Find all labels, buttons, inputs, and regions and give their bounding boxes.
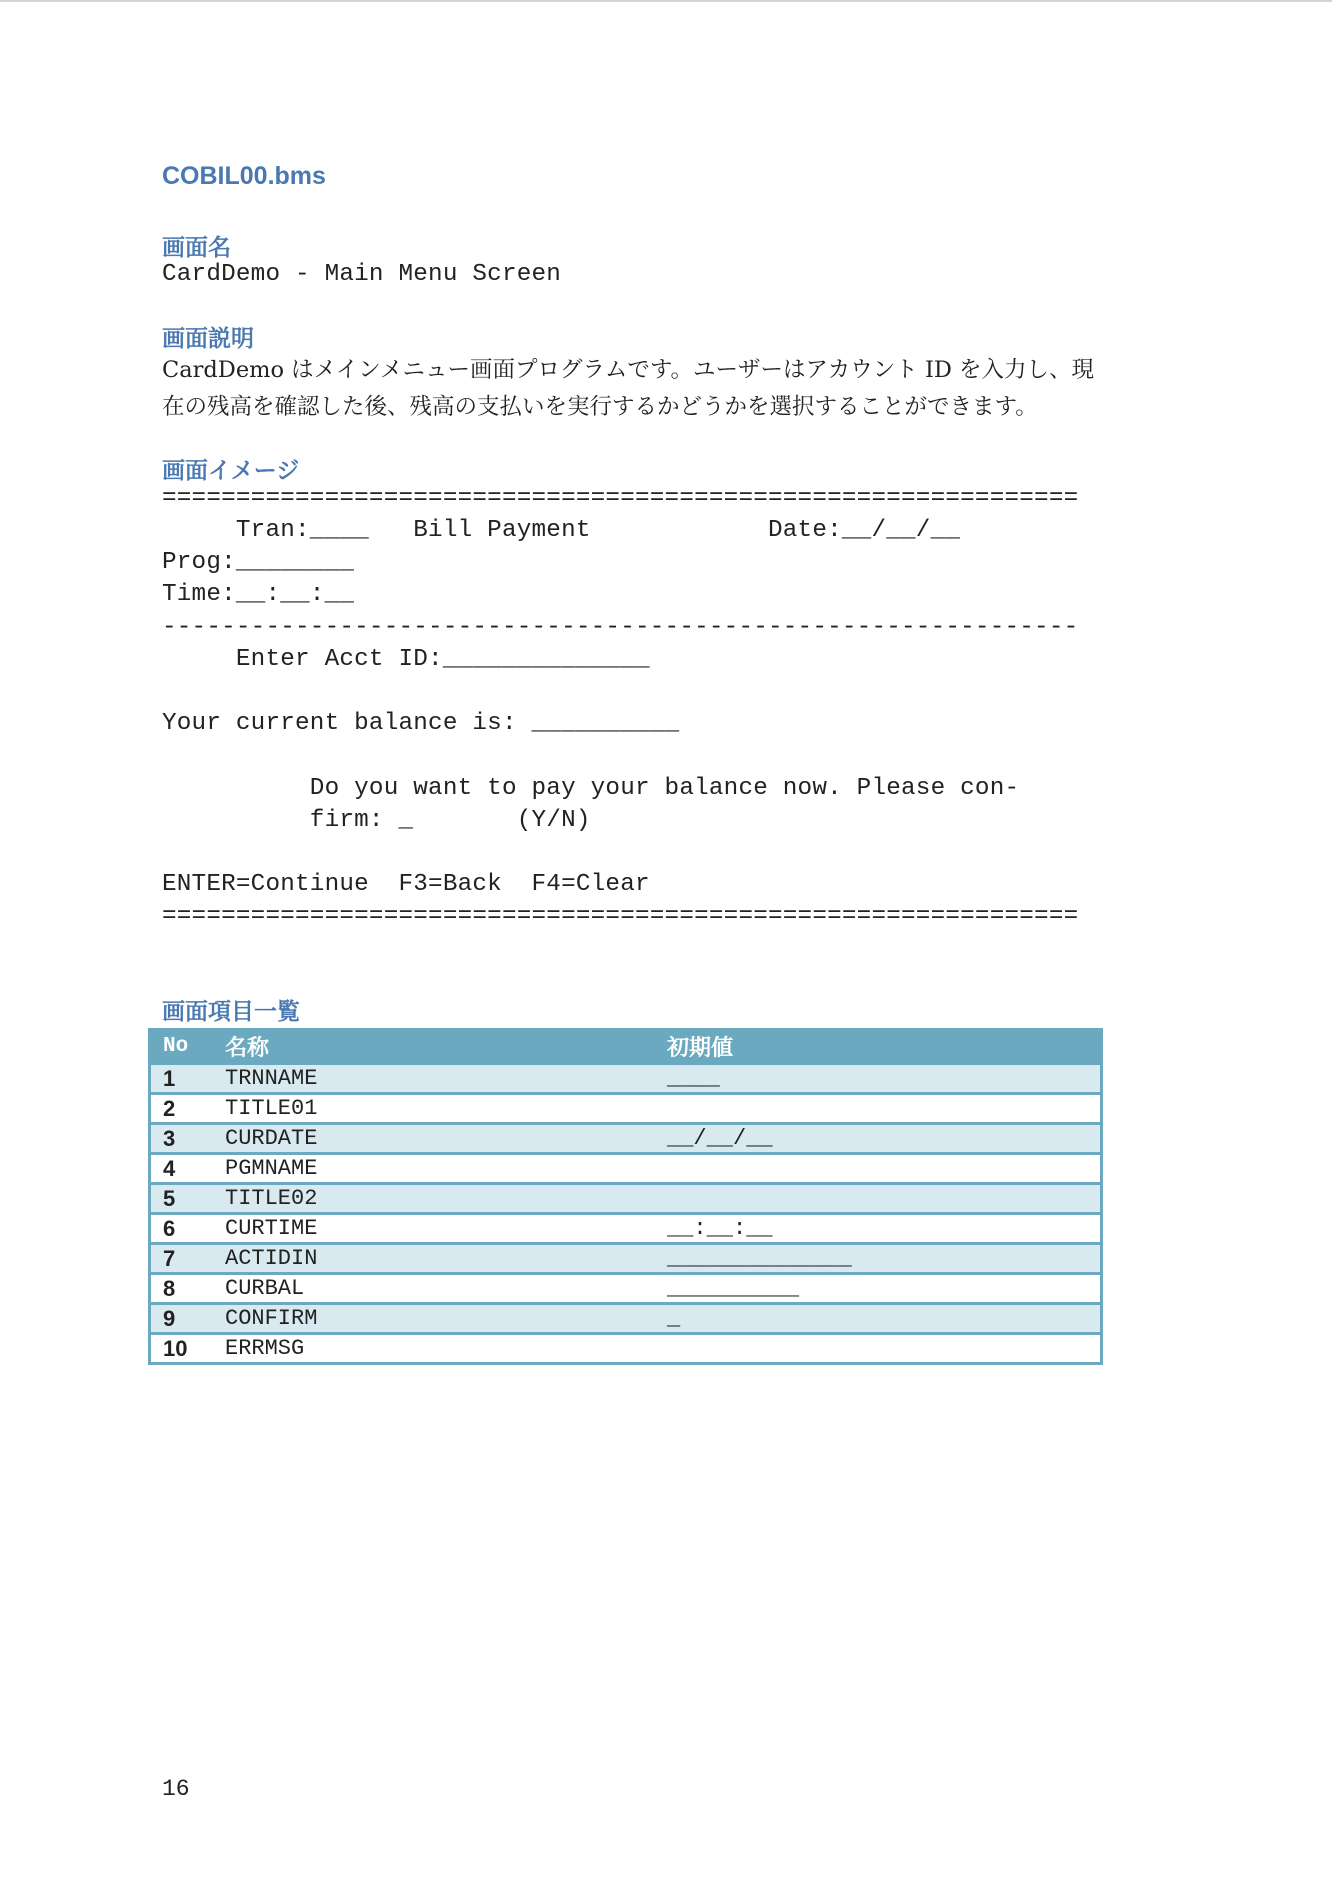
- header-initial: 初期値: [655, 1030, 1102, 1064]
- row-no: 10: [150, 1334, 214, 1364]
- screen-line: Time:__:__:__: [162, 581, 355, 608]
- table-header-row: [150, 1030, 1102, 1064]
- screen-line: ==============================================================: [162, 903, 1079, 930]
- row-no: 5: [150, 1184, 214, 1214]
- table-row: [150, 1214, 1102, 1244]
- row-name: PGMNAME: [213, 1154, 655, 1184]
- screen-line: Prog:________: [162, 549, 355, 576]
- screen-line: Enter Acct ID:______________: [162, 646, 650, 673]
- header-name: 名称: [213, 1030, 655, 1064]
- page-number: 16: [162, 1776, 190, 1802]
- row-name: TITLE02: [213, 1184, 655, 1214]
- row-initial: __/__/__: [655, 1124, 1102, 1154]
- row-name: TITLE01: [213, 1094, 655, 1124]
- table-row: [150, 1064, 1102, 1094]
- file-heading: COBIL00.bms: [162, 162, 326, 190]
- row-no: 2: [150, 1094, 214, 1124]
- screen-line: Tran:____ Bill Payment Date:__/__/__: [162, 517, 961, 544]
- table-row: [150, 1184, 1102, 1214]
- row-initial: [655, 1334, 1102, 1364]
- row-name: ACTIDIN: [213, 1244, 655, 1274]
- row-initial: _: [655, 1304, 1102, 1334]
- row-no: 9: [150, 1304, 214, 1334]
- table-row: [150, 1334, 1102, 1364]
- row-name: CURBAL: [213, 1274, 655, 1304]
- screen-line: ENTER=Continue F3=Back F4=Clear: [162, 871, 650, 898]
- screen-image-heading: 画面イメージ: [162, 458, 300, 484]
- screen-items-table: [148, 1028, 1103, 1365]
- row-initial: [655, 1184, 1102, 1214]
- items-heading: 画面項目一覧: [162, 999, 300, 1025]
- row-name: ERRMSG: [213, 1334, 655, 1364]
- table-row: [150, 1274, 1102, 1304]
- table-row: [150, 1094, 1102, 1124]
- row-initial: ______________: [655, 1244, 1102, 1274]
- row-no: 4: [150, 1154, 214, 1184]
- row-name: CURDATE: [213, 1124, 655, 1154]
- table-row: [150, 1244, 1102, 1274]
- screen-line: --------------------------------------------------------------: [162, 614, 1079, 641]
- row-name: CONFIRM: [213, 1304, 655, 1334]
- row-no: 1: [150, 1064, 214, 1094]
- table-row: [150, 1124, 1102, 1154]
- page-top-border: [0, 0, 1332, 2]
- row-name: TRNNAME: [213, 1064, 655, 1094]
- row-no: 6: [150, 1214, 214, 1244]
- screen-line: ==============================================================: [162, 485, 1079, 512]
- description-line-2: 在の残高を確認した後、残高の支払いを実行するかどうかを選択することができます。: [162, 394, 1038, 420]
- screen-name-value: CardDemo - Main Menu Screen: [162, 261, 562, 288]
- screen-line: Do you want to pay your balance now. Please con-: [162, 775, 1020, 802]
- description-heading: 画面説明: [162, 326, 254, 352]
- row-initial: ____: [655, 1064, 1102, 1094]
- row-name: CURTIME: [213, 1214, 655, 1244]
- row-no: 3: [150, 1124, 214, 1154]
- header-no: No: [150, 1030, 214, 1064]
- row-initial: __________: [655, 1274, 1102, 1304]
- row-initial: __:__:__: [655, 1214, 1102, 1244]
- row-no: 8: [150, 1274, 214, 1304]
- row-initial: [655, 1094, 1102, 1124]
- screen-name-heading: 画面名: [162, 235, 231, 261]
- table-row: [150, 1154, 1102, 1184]
- screen-line: Your current balance is: __________: [162, 710, 680, 737]
- screen-line: firm: _ (Y/N): [162, 807, 591, 834]
- row-no: 7: [150, 1244, 214, 1274]
- table-row: [150, 1304, 1102, 1334]
- description-line-1: CardDemo はメインメニュー画面プログラムです。ユーザーはアカウント ID を入力し、現: [162, 357, 1095, 383]
- row-initial: [655, 1154, 1102, 1184]
